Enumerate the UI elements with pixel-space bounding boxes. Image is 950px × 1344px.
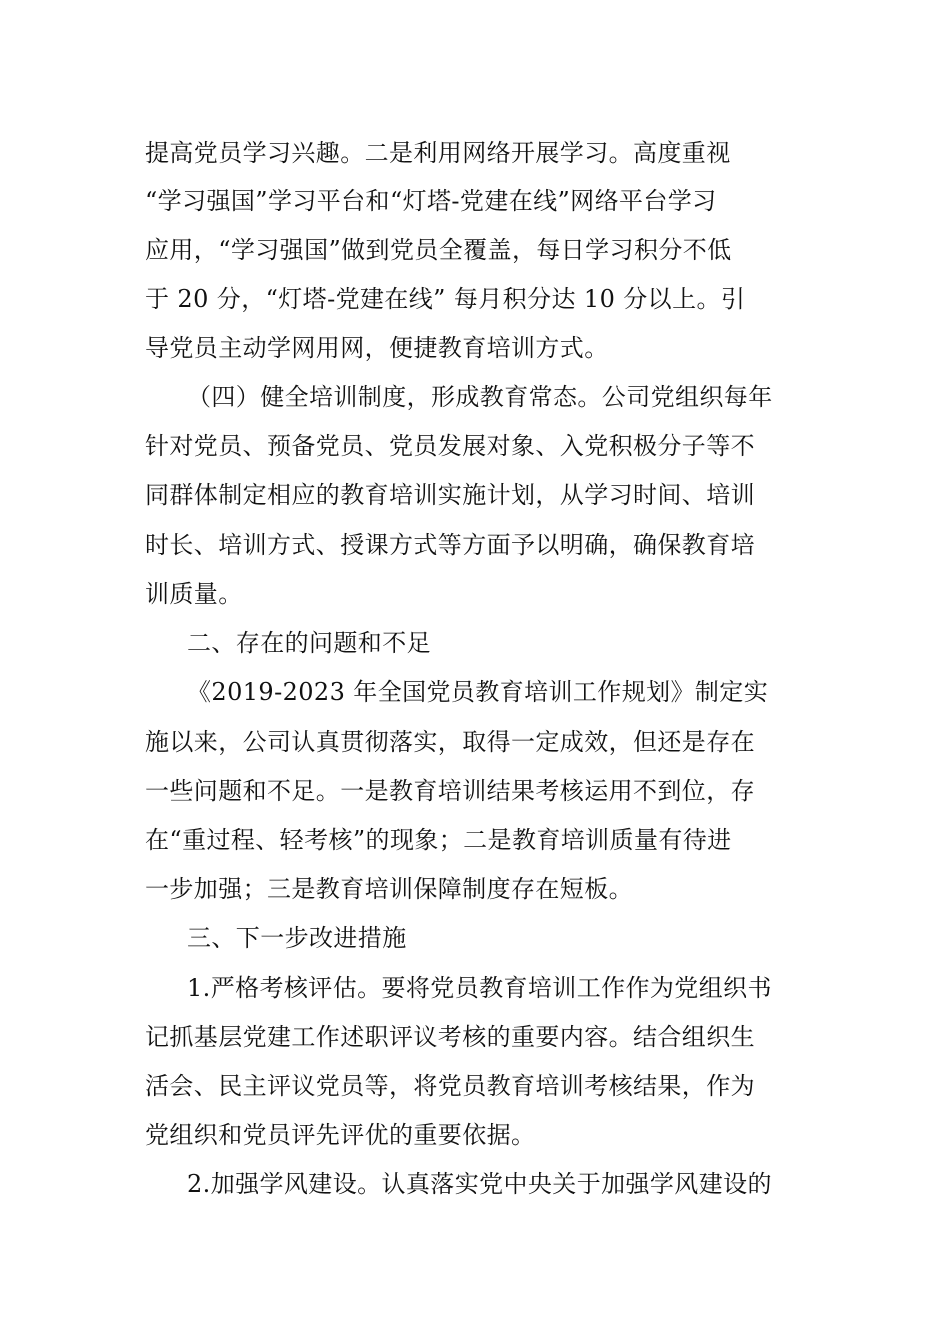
text-line: 《2019-2023 年全国党员教育培训工作规划》制定实: [187, 678, 769, 706]
text-line: 提高党员学习兴趣。二是利用网络开展学习。高度重视: [145, 139, 731, 167]
text-line: 导党员主动学网用网，便捷教育培训方式。: [145, 334, 609, 362]
text-line: 同群体制定相应的教育培训实施计划，从学习时间、培训: [145, 481, 755, 509]
text-line: 一些问题和不足。一是教育培训结果考核运用不到位，存: [145, 777, 755, 805]
text-line: 党组织和党员评先评优的重要依据。: [145, 1121, 536, 1149]
text-line: 2.加强学风建设。认真落实党中央关于加强学风建设的: [187, 1170, 772, 1198]
text-line: 应用，“学习强国”做到党员全覆盖，每日学习积分不低: [145, 236, 732, 264]
text-line: 针对党员、预备党员、党员发展对象、入党积极分子等不: [145, 432, 755, 460]
text-line: 施以来，公司认真贯彻落实，取得一定成效，但还是存在: [145, 728, 755, 756]
text-line: 一步加强；三是教育培训保障制度存在短板。: [145, 875, 633, 903]
text-line: 在“重过程、轻考核”的现象；二是教育培训质量有待进: [145, 826, 732, 854]
section-heading: 三、下一步改进措施: [187, 924, 407, 952]
text-line: 训质量。: [145, 580, 243, 608]
text-line: 时长、培训方式、授课方式等方面予以明确，确保教育培: [145, 531, 755, 559]
section-heading: 二、存在的问题和不足: [187, 629, 431, 657]
text-line: 记抓基层党建工作述职评议考核的重要内容。结合组织生: [145, 1023, 755, 1051]
text-line: 1.严格考核评估。要将党员教育培训工作作为党组织书: [187, 974, 772, 1002]
text-line: 于 20 分，“灯塔-党建在线” 每月积分达 10 分以上。引: [145, 285, 746, 313]
text-line: “学习强国”学习平台和“灯塔-党建在线”网络平台学习: [145, 187, 717, 215]
paragraph-heading-line: （四）健全培训制度，形成教育常态。公司党组织每年: [187, 383, 773, 411]
text-line: 活会、民主评议党员等，将党员教育培训考核结果，作为: [145, 1072, 755, 1100]
